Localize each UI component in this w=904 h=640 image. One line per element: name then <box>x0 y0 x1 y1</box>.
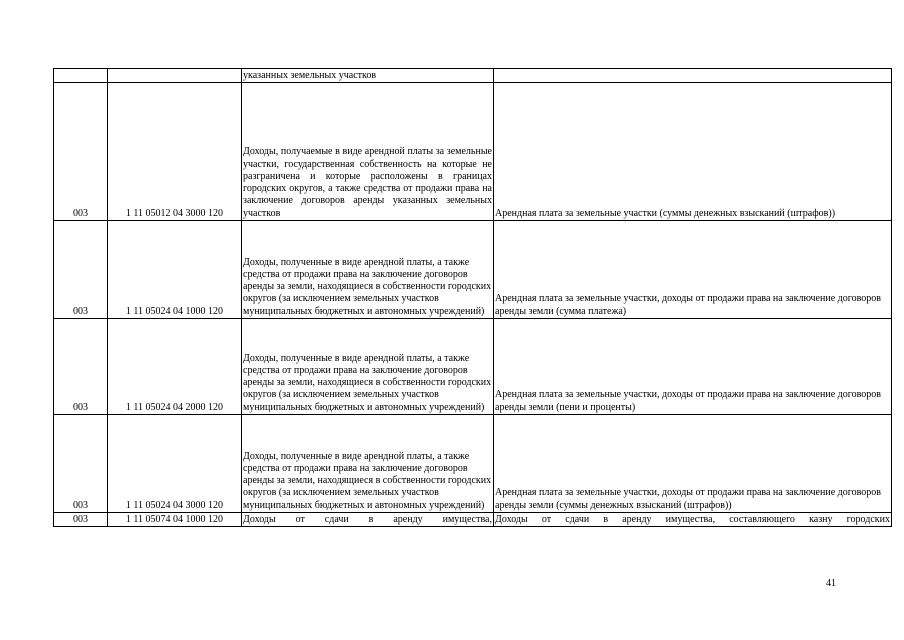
kbk-code-cell: 1 11 05012 04 3000 120 <box>108 83 242 221</box>
admin-code-cell: 003 <box>54 319 108 415</box>
admin-code-cell: 003 <box>54 83 108 221</box>
revenue-name-cell: Доходы, получаемые в виде арендной платы за земельные участки, государственная собственность на которые не разграничена и которые расположены в границах городских округов, а также средства от продажи права на заключение договоров аренды указанных земельных участков <box>242 83 494 221</box>
table-row <box>54 69 892 83</box>
revenue-name-cell: указанных земельных участков <box>242 69 494 83</box>
revenue-name-cell: Доходы от сдачи в аренду имущества, <box>243 513 492 525</box>
revenue-description-cell: Арендная плата за земельные участки (суммы денежных взысканий (штрафов)) <box>494 83 892 221</box>
revenue-name-cell: Доходы, полученные в виде арендной платы, а также средства от продажи права на заключение договоров аренды за земли, находящиеся в собственности городских округов (за исключением земельных участков муниципальных бюджетных и автономных учреждений) <box>242 319 494 415</box>
admin-code-cell: 003 <box>54 415 108 513</box>
admin-code-cell: 003 <box>54 221 108 319</box>
kbk-code-cell: 1 11 05024 04 2000 120 <box>108 319 242 415</box>
admin-code-cell <box>54 69 108 83</box>
revenue-description-cell: Арендная плата за земельные участки, доходы от продажи права на заключение договоров аренды земли (суммы денежных взысканий (штрафов)) <box>494 415 892 513</box>
table-row <box>54 415 892 513</box>
kbk-code-cell: 1 11 05024 04 3000 120 <box>108 415 242 513</box>
revenue-description-cell: Арендная плата за земельные участки, доходы от продажи права на заключение договоров аренды земли (сумма платежа) <box>494 221 892 319</box>
table-row <box>54 221 892 319</box>
revenue-codes-table <box>53 68 892 527</box>
revenue-description-cell: Доходы от сдачи в аренду имущества, составляющего казну городских <box>495 513 890 525</box>
page-number: 41 <box>826 578 836 589</box>
kbk-code-cell: 1 11 05024 04 1000 120 <box>108 221 242 319</box>
kbk-code-cell <box>108 69 242 83</box>
kbk-code-cell: 1 11 05074 04 1000 120 <box>108 513 242 527</box>
table-row <box>54 319 892 415</box>
admin-code-cell: 003 <box>54 513 108 527</box>
table-row <box>54 513 892 527</box>
revenue-name-cell: Доходы, полученные в виде арендной платы, а также средства от продажи права на заключение договоров аренды за земли, находящиеся в собственности городских округов (за исключением земельных участков муниципальных бюджетных и автономных учреждений) <box>242 221 494 319</box>
revenue-description-cell <box>494 69 892 83</box>
table-row <box>54 83 892 221</box>
revenue-name-cell: Доходы, полученные в виде арендной платы, а также средства от продажи права на заключение договоров аренды за земли, находящиеся в собственности городских округов (за исключением земельных участков муниципальных бюджетных и автономных учреждений) <box>242 415 494 513</box>
revenue-description-cell: Арендная плата за земельные участки, доходы от продажи права на заключение договоров аренды земли (пени и проценты) <box>494 319 892 415</box>
